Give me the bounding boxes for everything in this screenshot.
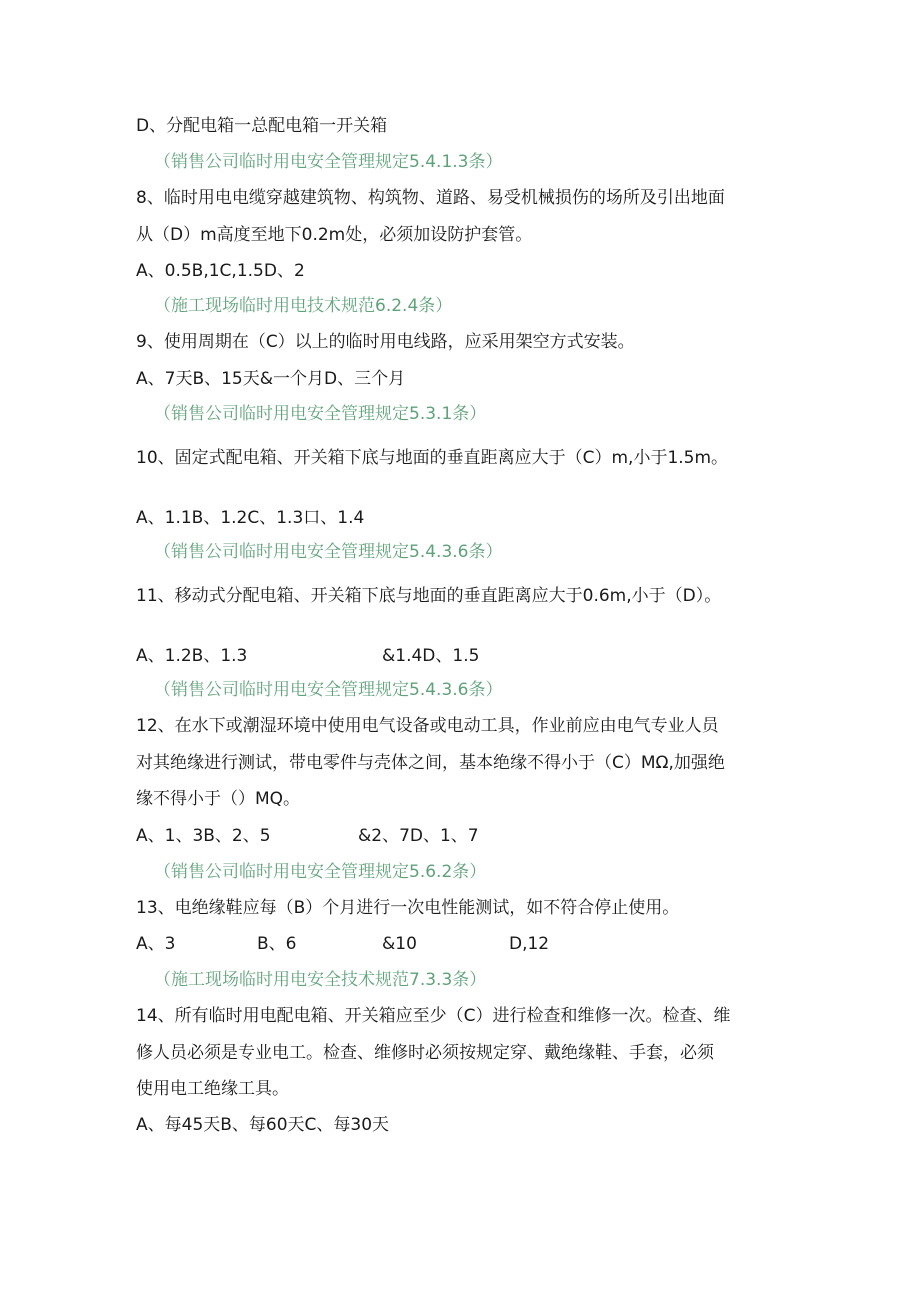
- option-text: B、6: [257, 934, 297, 954]
- reference-line: （销售公司临时用电安全管理规定5.6.2条）: [154, 862, 487, 882]
- reference-line: （施工现场临时用电技术规范6.2.4条）: [154, 296, 453, 316]
- question-13: 13、电绝缘鞋应每（B）个月进行一次电性能测试，如不符合停止使用。: [136, 898, 680, 918]
- question-12-line-3: 缘不得小于（）MQ。: [136, 789, 301, 809]
- option-text: A、1、3B、2、5: [136, 826, 271, 846]
- option-text: A、3: [136, 934, 176, 954]
- options-line: A、7天B、15天&一个月D、三个月: [136, 369, 406, 389]
- question-12-line-1: 12、在水下或潮湿环境中使用电气设备或电动工具，作业前应由电气专业人员: [136, 716, 719, 736]
- question-14-line-2: 修人员必须是专业电工。检查、维修时必须按规定穿、戴绝缘鞋、手套，必须: [136, 1043, 714, 1063]
- question-8-line-2: 从（D）m高度至地下0.2m处，必须加设防护套管。: [136, 225, 533, 245]
- options-line: [136, 644, 736, 668]
- question-11: 11、移动式分配电箱、开关箱下底与地面的垂直距离应大于0.6m,小于（D）。: [136, 586, 722, 606]
- options-line: A、0.5B,1C,1.5D、2: [136, 261, 305, 281]
- option-text: A、1.2B、1.3: [136, 646, 248, 666]
- reference-line: （销售公司临时用电安全管理规定5.4.3.6条）: [154, 542, 503, 562]
- reference-line: （销售公司临时用电安全管理规定5.3.1条）: [154, 404, 487, 424]
- reference-line: （销售公司临时用电安全管理规定5.4.3.6条）: [154, 680, 503, 700]
- option-text: &10: [382, 934, 417, 954]
- reference-line: （施工现场临时用电安全技术规范7.3.3条）: [154, 970, 487, 990]
- reference-line: （销售公司临时用电安全管理规定5.4.1.3条）: [154, 152, 503, 172]
- question-9: 9、使用周期在（C）以上的临时用电线路，应采用架空方式安装。: [136, 332, 635, 352]
- options-line: [136, 932, 736, 956]
- question-10: 10、固定式配电箱、开关箱下底与地面的垂直距离应大于（C）m,小于1.5m。: [136, 448, 729, 468]
- options-line: [136, 824, 736, 848]
- text-line: D、分配电箱一总配电箱一开关箱: [136, 116, 388, 136]
- question-14-line-1: 14、所有临时用电配电箱、开关箱应至少（C）进行检查和维修一次。检查、维: [136, 1006, 731, 1026]
- option-text: D,12: [509, 934, 550, 954]
- options-line: A、1.1B、1.2C、1.3口、1.4: [136, 508, 365, 528]
- question-8-line-1: 8、临时用电电缆穿越建筑物、构筑物、道路、易受机械损伤的场所及引出地面: [136, 188, 725, 208]
- question-12-line-2: 对其绝缘进行测试，带电零件与壳体之间，基本绝缘不得小于（C）MΩ,加强绝: [136, 753, 725, 773]
- option-text: &2、7D、1、7: [358, 826, 479, 846]
- question-14-line-3: 使用电工绝缘工具。: [136, 1079, 289, 1099]
- option-text: &1.4D、1.5: [382, 646, 480, 666]
- options-line: A、每45天B、每60天C、每30天: [136, 1115, 390, 1135]
